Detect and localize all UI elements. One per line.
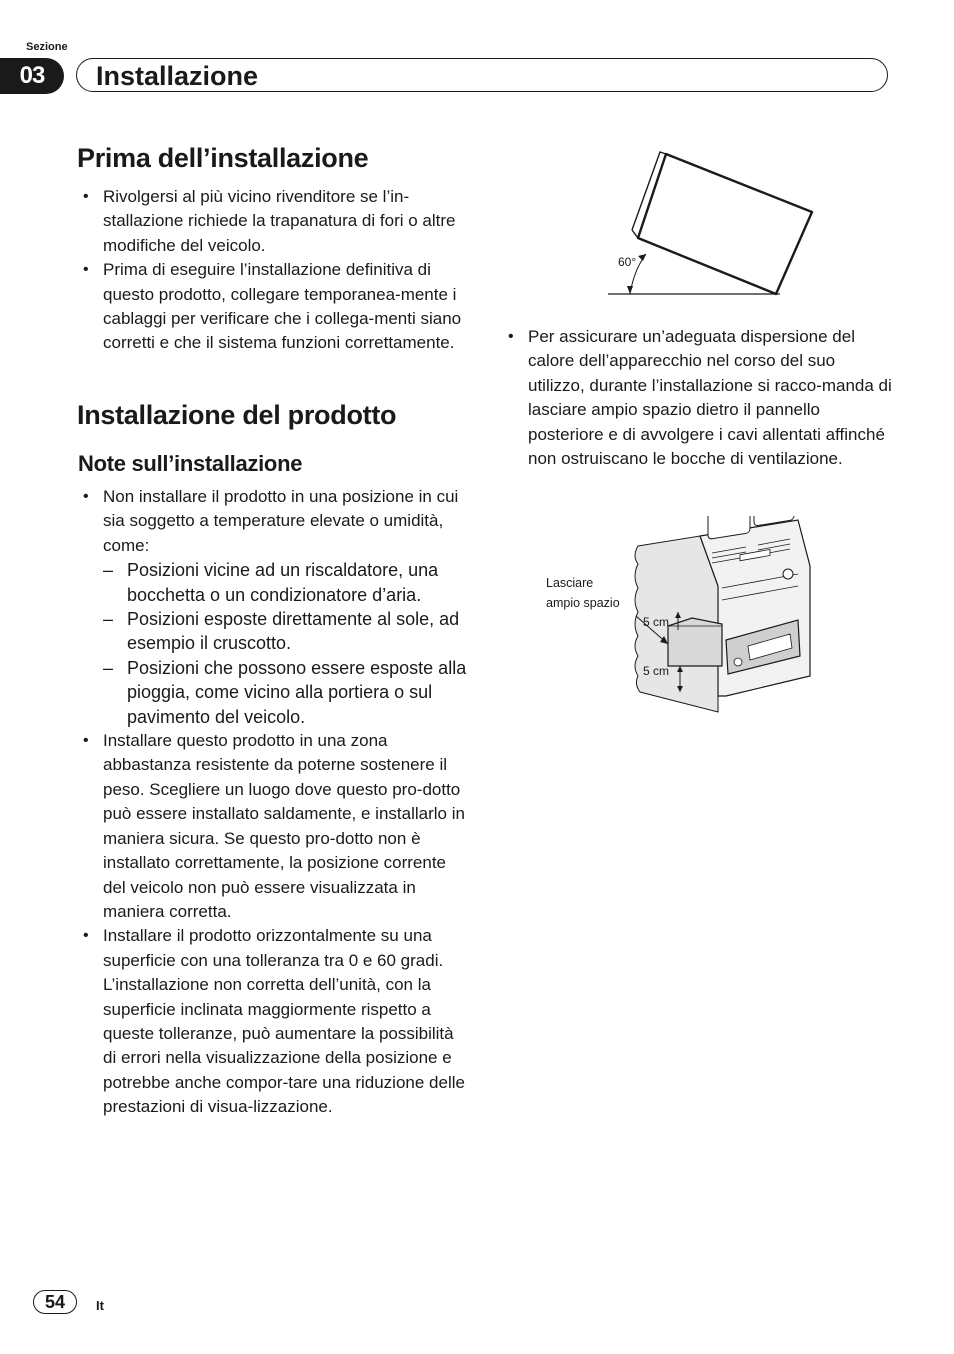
dimension-top-label: 5 cm	[643, 615, 670, 629]
arc-arrow-icon	[627, 286, 633, 294]
dash-icon: –	[103, 560, 114, 581]
unit-body	[632, 152, 812, 294]
language-code: It	[96, 1298, 104, 1313]
page-number: 54	[33, 1290, 77, 1314]
head-unit-box	[668, 618, 722, 666]
sub-list	[103, 558, 469, 729]
sub-list-item: – Posizioni che possono essere esposte alla pioggia, come vicino alla portiera o sul pavimento del veicolo.	[103, 657, 467, 727]
heading-installazione-prodotto: Installazione del prodotto	[77, 400, 397, 430]
angle-label: 60°	[618, 255, 637, 269]
right-bullet-list	[502, 325, 892, 471]
clearance-figure	[540, 516, 820, 720]
list-item: • Rivolgersi al più vicino rivenditore se l’in-stallazione richiede la trapanatura di fori o altre modifiche del veicolo.	[83, 187, 456, 255]
bullet-icon: •	[83, 261, 89, 279]
dash-icon: –	[103, 657, 114, 678]
list-item: • Non installare il prodotto in una posizione in cui sia soggetto a temperature elevate o umidità, come: – Posizioni vicine ad un riscaldatore, una bocchetta o un condizionatore d’aria. – Posizioni esposte direttamente al sole, ad esempio il cruscotto. – Posizioni che possono essere esposte alla pioggia, come vicino alla portiera o sul pavimento del veicolo.	[77, 485, 469, 729]
mounting-angle-figure	[604, 146, 820, 306]
section-label: Sezione	[26, 41, 68, 53]
bullet-icon: •	[83, 188, 89, 205]
knob-icon	[783, 569, 793, 579]
sub-list-item: – Posizioni esposte direttamente al sole, ad esempio il cruscotto.	[103, 609, 460, 654]
section-title: Installazione	[96, 61, 259, 91]
bullet-icon: •	[508, 328, 514, 345]
bullet-icon: •	[83, 927, 89, 945]
list-item: • Per assicurare un’adeguata dispersione del calore dell’apparecchio nel corso del suo utilizzo, durante l’installazione si racco-manda di lasciare ampio spazio dietro il pannello posteriore e di avvolgere i cavi allentati affinché non ostruiscano le bocche di ventilazione.	[508, 327, 892, 469]
bullet-icon: •	[83, 488, 89, 505]
sub-list-item: – Posizioni vicine ad un riscaldatore, una bocchetta o un condizionatore d’aria.	[103, 560, 439, 605]
clearance-label-line1: Lasciare	[546, 576, 594, 590]
section-number-badge: 03	[0, 58, 64, 94]
arc-arrow-icon	[638, 254, 646, 261]
list-item: • Prima di eseguire l’installazione definitiva di questo prodotto, collegare temporanea-mente i cablaggi per verificare che i collega-menti siano corretti e che il sistema funzioni correttamente.	[83, 260, 462, 353]
clearance-label-line2: ampio spazio	[546, 596, 620, 610]
bullet-icon: •	[83, 732, 89, 750]
dimension-bottom-label: 5 cm	[643, 664, 670, 678]
list-item: • Installare questo prodotto in una zona abbastanza resistente da poterne sostenere il peso. Scegliere un luogo dove questo pro-dotto può essere installato saldamente, e installarlo in maniera sicura. Se questo pro-dotto non è installato correttamente, la posizione corrente del veicolo non può essere visualizzata in maniera corretta.	[83, 731, 465, 921]
prima-bullet-list	[77, 185, 469, 356]
knob-icon	[734, 658, 742, 666]
dash-icon: –	[103, 609, 114, 630]
heading-prima-installazione: Prima dell’installazione	[77, 143, 369, 173]
list-item: • Installare il prodotto orizzontalmente su una superficie con una tolleranza tra 0 e 60 gradi. L’installazione non corretta dell’unità, con la superficie inclinata maggiormente rispetto a queste tolleranze, può aumentare la possibilità di errori nella visualizzazione della posizione e potrebbe anche compor-tare una riduzione delle prestazioni di visua-lizzazione.	[83, 926, 465, 1117]
note-bullet-list	[77, 485, 469, 1120]
heading-note-installazione: Note sull’installazione	[78, 451, 303, 476]
